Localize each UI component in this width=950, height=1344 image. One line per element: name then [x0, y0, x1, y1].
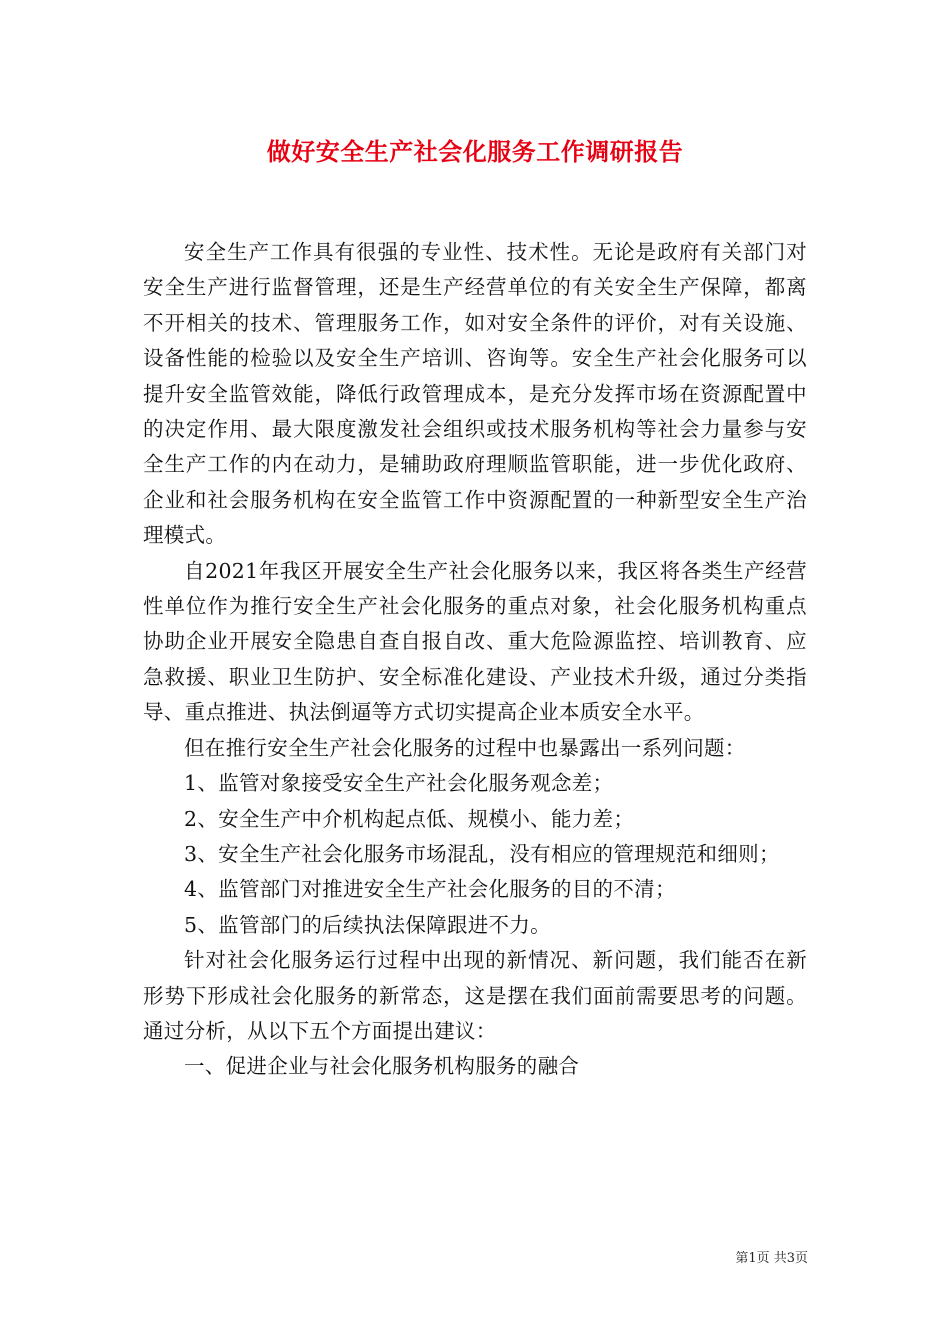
section-heading: 一、促进企业与社会化服务机构服务的融合	[184, 1054, 580, 1079]
paragraph: 自2021年我区开展安全生产社会化服务以来，我区将各类生产经营性单位作为推行安全生产社会化服务的重点对象，社会化服务机构重点协助企业开展安全隐患自查自报自改、重大危险源监控、培训教育、应急救援、职业卫生防护、安全标准化建设、产业技术升级，通过分类指导、重点推进、执法倒逼等方式切实提高企业本质安全水平。	[143, 558, 807, 725]
page-number: 第1页 共3页	[735, 1251, 808, 1266]
paragraph: 针对社会化服务运行过程中出现的新情况、新问题，我们能否在新形势下形成社会化服务的新常态，这是摆在我们面前需要思考的问题。通过分析，从以下五个方面提出建议：	[143, 948, 807, 1043]
list-item: 4、监管部门对推进安全生产社会化服务的目的不清；	[184, 877, 676, 902]
list-item: 3、安全生产社会化服务市场混乱，没有相应的管理规范和细则；	[184, 841, 780, 866]
paragraph: 但在推行安全生产社会化服务的过程中也暴露出一系列问题：	[184, 735, 746, 760]
page-title: 做好安全生产社会化服务工作调研报告	[266, 137, 684, 166]
list-item: 1、监管对象接受安全生产社会化服务观念差；	[184, 771, 614, 796]
document-body	[143, 235, 807, 1085]
list-item: 5、监管部门的后续执法保障跟进不力。	[184, 912, 551, 937]
list-item: 2、安全生产中介机构起点低、规模小、能力差；	[184, 806, 635, 831]
paragraph: 安全生产工作具有很强的专业性、技术性。无论是政府有关部门对安全生产进行监督管理，还是生产经营单位的有关安全生产保障，都离不开相关的技术、管理服务工作，如对安全条件的评价，对有关设施、设备性能的检验以及安全生产培训、咨询等。安全生产社会化服务可以提升安全监管效能，降低行政管理成本，是充分发挥市场在资源配置中的决定作用、最大限度激发社会组织或技术服务机构等社会力量参与安全生产工作的内在动力，是辅助政府理顺监管职能，进一步优化政府、企业和社会服务机构在安全监管工作中资源配置的一种新型安全生产治理模式。	[143, 240, 807, 548]
